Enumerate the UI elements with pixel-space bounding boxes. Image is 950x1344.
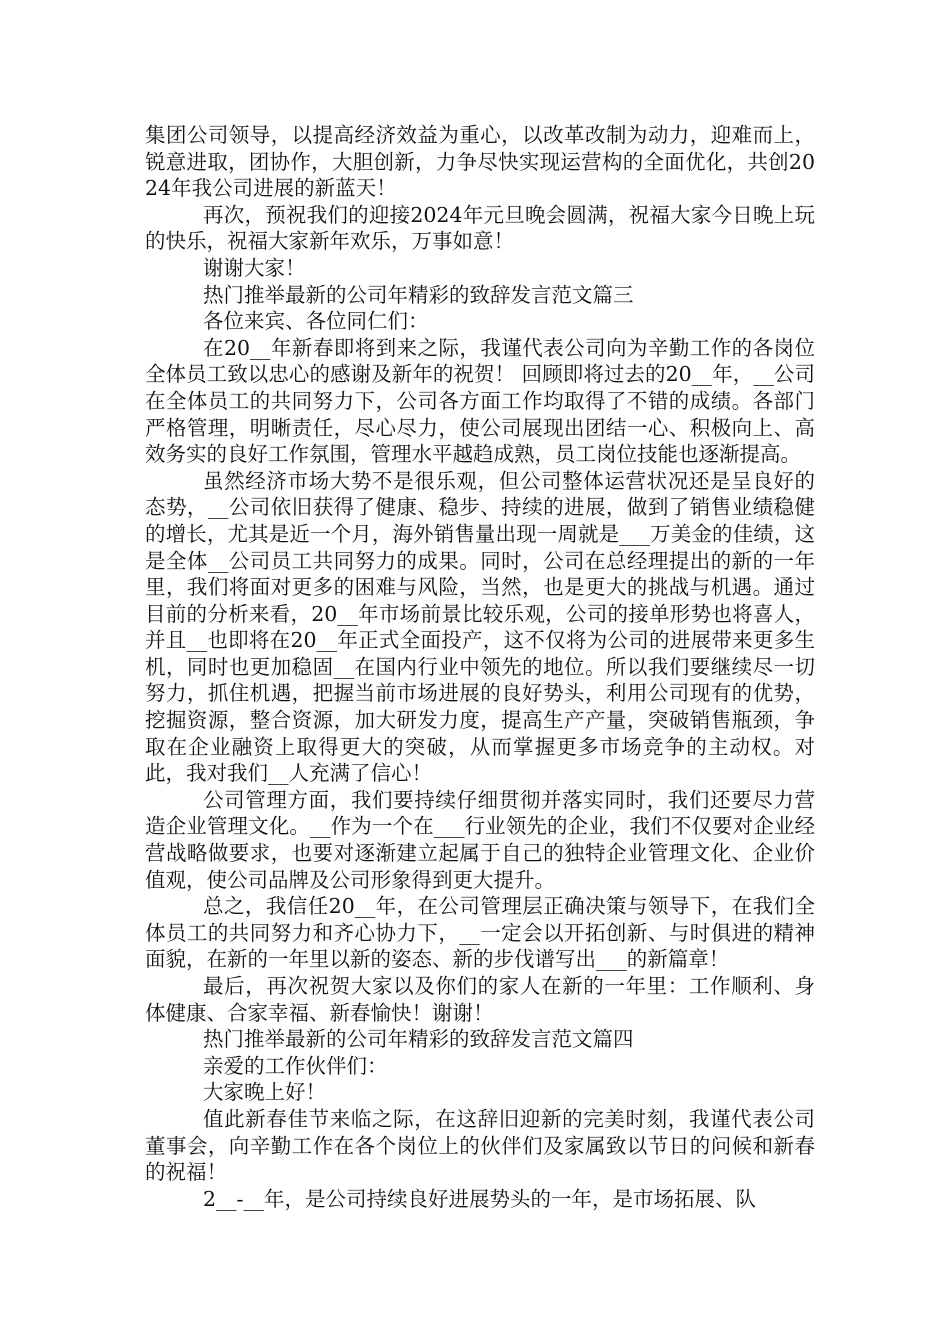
paragraph-new-year-wishes: 再次，预祝我们的迎接2024年元旦晚会圆满，祝福大家今日晚上玩的快乐，祝福大家新年欢乐，万事如意！ — [145, 202, 815, 254]
paragraph-salutation-3: 各位来宾、各位同仁们： — [203, 309, 429, 334]
paragraph-salutation-4: 亲爱的工作伙伴们： — [203, 1053, 388, 1078]
section-heading-4: 热门推举最新的公司年精彩的致辞发言范文篇四 — [203, 1027, 634, 1052]
paragraph-year-summary: 2__-__年，是公司持续良好进展势头的一年，是市场拓展、队 — [203, 1186, 756, 1211]
document-body — [145, 122, 815, 1212]
paragraph-greeting: 大家晚上好！ — [203, 1080, 326, 1105]
paragraph-thanks: 谢谢大家！ — [203, 255, 306, 280]
section-heading-3: 热门推举最新的公司年精彩的致辞发言范文篇三 — [203, 282, 634, 307]
paragraph-festival-wishes: 值此新春佳节来临之际，在这辞旧迎新的完美时刻，我谨代表公司董事会，向辛勤工作在各个岗位上的伙伴们及家属致以节日的问候和新春的祝福！ — [145, 1106, 815, 1185]
paragraph-review: 在20__年新春即将到来之际，我谨代表公司向为辛勤工作的各岗位全体员工致以忠心的感谢及新年的祝贺！ 回顾即将过去的20__年，__公司在全体员工的共同努力下，公司各方面工作均取得了不错的成绩。各部门严格管理，明晰责任，尽心尽力，使公司展现出团结一心、积极向上、高效务实的良好工作氛围，管理水平越趋成熟，员工岗位技能也逐渐提高。 — [145, 335, 815, 467]
paragraph-conclusion: 总之，我信任20__年，在公司管理层正确决策与领导下，在我们全体员工的共同努力和齐心协力下，__一定会以开拓创新、与时俱进的精神面貌，在新的一年里以新的姿态、新的步伐谱写出___的新篇章！ — [145, 894, 815, 972]
paragraph-closing-remarks: 集团公司领导，以提高经济效益为重心，以改革改制为动力，迎难而上，锐意进取，团协作，大胆创新，力争尽快实现运营构的全面优化，共创2024年我公司进展的新蓝天！ — [145, 123, 815, 201]
paragraph-market: 虽然经济市场大势不是很乐观，但公司整体运营状况还是呈良好的态势，__公司依旧获得了健康、稳步、持续的进展，做到了销售业绩稳健的增长，尤其是近一个月，海外销售量出现一周就是___万美金的佳绩，这是全体__公司员工共同努力的成果。同时，公司在总经理提出的新的一年里，我们将面对更多的困难与风险，当然，也是更大的挑战与机遇。通过目前的分析来看，20__年市场前景比较乐观，公司的接单形势也将喜人，并且__也即将在20__年正式全面投产，这不仅将为公司的进展带来更多生机，同时也更加稳固__在国内行业中领先的地位。所以我们要继续尽一切努力，抓住机遇，把握当前市场进展的良好势头，利用公司现有的优势，挖掘资源，整合资源，加大研发力度，提高生产产量，突破销售瓶颈，争取在企业融资上取得更大的突破，从而掌握更多市场竞争的主动权。对此，我对我们__人充满了信心！ — [145, 468, 815, 786]
paragraph-management: 公司管理方面，我们要持续仔细贯彻并落实同时，我们还要尽力营造企业管理文化。__作为一个在___行业领先的企业，我们不仅要对企业经营战略做要求，也要对逐渐建立起属于自己的独特企业管理文化、企业价值观，使公司品牌及公司形象得到更大提升。 — [145, 787, 815, 892]
paragraph-final-wishes: 最后，再次祝贺大家以及你们的家人在新的一年里：工作顺利、身体健康、合家幸福、新春愉快！谢谢！ — [145, 974, 815, 1025]
